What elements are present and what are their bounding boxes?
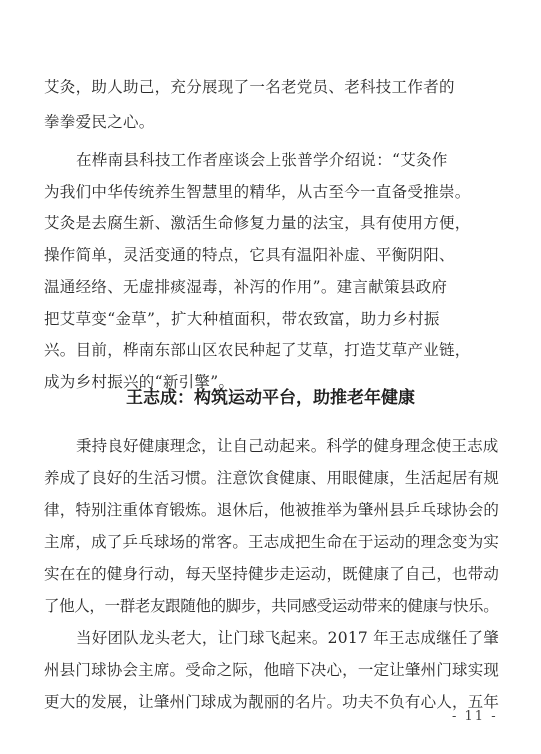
text-line: 兴。目前，桦南东部山区农民种起了艾草，打造艾草产业链， bbox=[44, 341, 471, 359]
text-line: 为我们中华传统养生智慧里的精华，从古至今一直备受推崇。 bbox=[44, 183, 471, 201]
text-line: 温通经络、无虚排痰湿毒，补泻的作用”。建言献策县政府 bbox=[44, 278, 448, 296]
text-line: 艾灸，助人助己，充分展现了一名老党员、老科技工作者的 bbox=[44, 78, 455, 96]
text-line: 操作简单，灵活变通的特点，它具有温阳补虚、平衡阴阳、 bbox=[44, 246, 455, 264]
text-line: 当好团队龙头老大，让门球飞起来。2017 年王志成继任了肇 bbox=[76, 629, 500, 647]
text-line: 成为乡村振兴的“新引擎”。 bbox=[44, 373, 235, 391]
text-line: 秉持良好健康理念，让自己动起来。科学的健身理念使王志成 bbox=[76, 437, 499, 455]
text-line: 更大的发展，让肇州门球成为靓丽的名片。功夫不负有心人，五年 bbox=[44, 693, 500, 711]
text-line: 律，特别注重体育锻炼。退休后，他被推举为肇州县乒乓球协会的 bbox=[44, 501, 500, 519]
page-number: - 11 - bbox=[452, 709, 498, 724]
section-heading: 王志成：构筑运动平台，助推老年健康 bbox=[126, 388, 415, 408]
text-line: 实在在的健身行动，每天坚持健步走运动，既健康了自己，也带动 bbox=[44, 565, 500, 583]
text-line: 养成了良好的生活习惯。注意饮食健康、用眼健康，生活起居有规 bbox=[44, 469, 500, 487]
text-line: 把艾草变“金草”，扩大种植面积，带农致富，助力乡村振 bbox=[44, 310, 440, 328]
text-line: 州县门球协会主席。受命之际，他暗下决心，一定让肇州门球实现 bbox=[44, 661, 500, 679]
text-line: 在桦南县科技工作者座谈会上张普学介绍说：“艾灸作 bbox=[76, 151, 448, 169]
text-line: 了他人，一群老友跟随他的脚步，共同感受运动带来的健康与快乐。 bbox=[44, 597, 499, 615]
text-line: 主席，成了乒乓球场的常客。王志成把生命在于运动的理念变为实 bbox=[44, 533, 500, 551]
text-line: 拳拳爱民之心。 bbox=[44, 113, 155, 131]
text-line: 艾灸是去腐生新、激活生命修复力量的法宝，具有使用方便， bbox=[44, 214, 471, 232]
